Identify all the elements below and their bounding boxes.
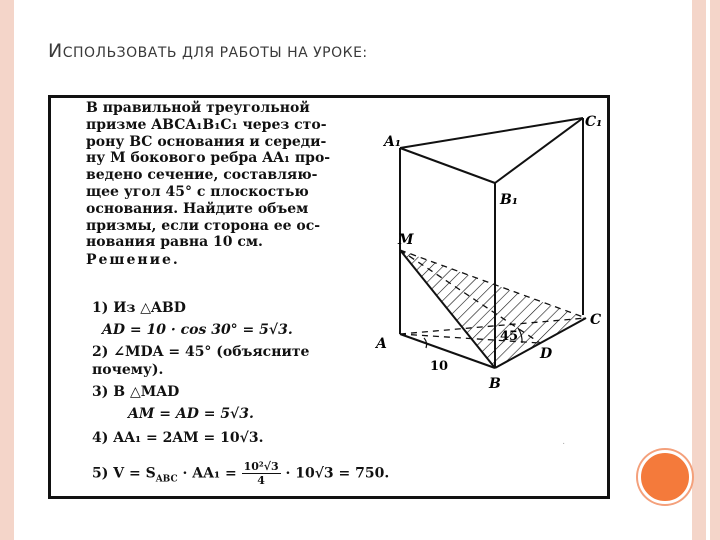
step-5 (92, 460, 389, 487)
label-b: B (489, 376, 501, 392)
step-4: 4) AA₁ = 2AM = 10√3. (92, 430, 264, 446)
step-5-prefix: 5) V = S (92, 465, 156, 482)
slide-title (48, 40, 368, 62)
label-c: C (590, 312, 602, 328)
step-1-label: 1) Из △ABD (92, 300, 186, 316)
step-3-label: 3) В △MAD (92, 384, 180, 400)
problem-statement (86, 100, 358, 269)
edge-a1-c1 (400, 118, 583, 148)
orange-circle-decoration (638, 450, 692, 504)
label-d: D (540, 346, 553, 362)
step-5-suffix: · 10√3 = 750. (280, 465, 390, 482)
slide-border-left (0, 0, 14, 540)
label-side-length: 10 (430, 359, 449, 374)
problem-line: нования равна 10 см. (86, 234, 263, 251)
faint-mark: · (562, 438, 566, 449)
edge-b1-c1 (495, 118, 583, 183)
label-a: A (376, 336, 387, 352)
slide-border-right-inner (706, 0, 710, 540)
problem-line: рону BC основания и середи- (86, 133, 327, 150)
step-5-mid: · AA₁ = (177, 465, 242, 482)
problem-line: призме ABCA₁B₁C₁ через сто- (86, 116, 327, 133)
label-b1: B₁ (500, 192, 518, 208)
step-3-formula: AM = AD = 5√3. (128, 406, 254, 422)
prism-figure (360, 100, 610, 400)
slide-title-first-letter: И (48, 40, 63, 62)
label-angle: 45 (500, 329, 519, 344)
step-5-subscript: ABC (155, 474, 178, 485)
problem-line: щее угол 45° с плоскостью (86, 183, 309, 200)
edge-a1-b1 (400, 148, 495, 183)
label-m: M (398, 232, 414, 248)
step-5-fraction (242, 460, 281, 487)
label-a1: A₁ (384, 134, 401, 150)
problem-line: призмы, если сторона ее ос- (86, 217, 321, 234)
problem-line: основания. Найдите объем (86, 200, 309, 217)
solution-heading: Решение. (86, 252, 180, 269)
problem-line: ну M бокового ребра AA₁ про- (86, 150, 331, 167)
problem-line: ведено сечение, составляю- (86, 167, 318, 184)
step-2-continuation: почему). (92, 362, 164, 378)
fraction-numerator: 10²√3 (243, 460, 279, 473)
slide-title-rest: СПОЛЬЗОВАТЬ ДЛЯ РАБОТЫ НА УРОКЕ: (62, 45, 368, 61)
fraction-denominator: 4 (257, 474, 265, 487)
step-1-formula: AD = 10 · cos 30° = 5√3. (102, 322, 293, 338)
label-c1: C₁ (585, 114, 603, 130)
step-2-label: 2) ∠MDA = 45° (объясните (92, 344, 310, 360)
section-hatch (400, 250, 586, 368)
problem-line: В правильной треугольной (86, 100, 310, 116)
